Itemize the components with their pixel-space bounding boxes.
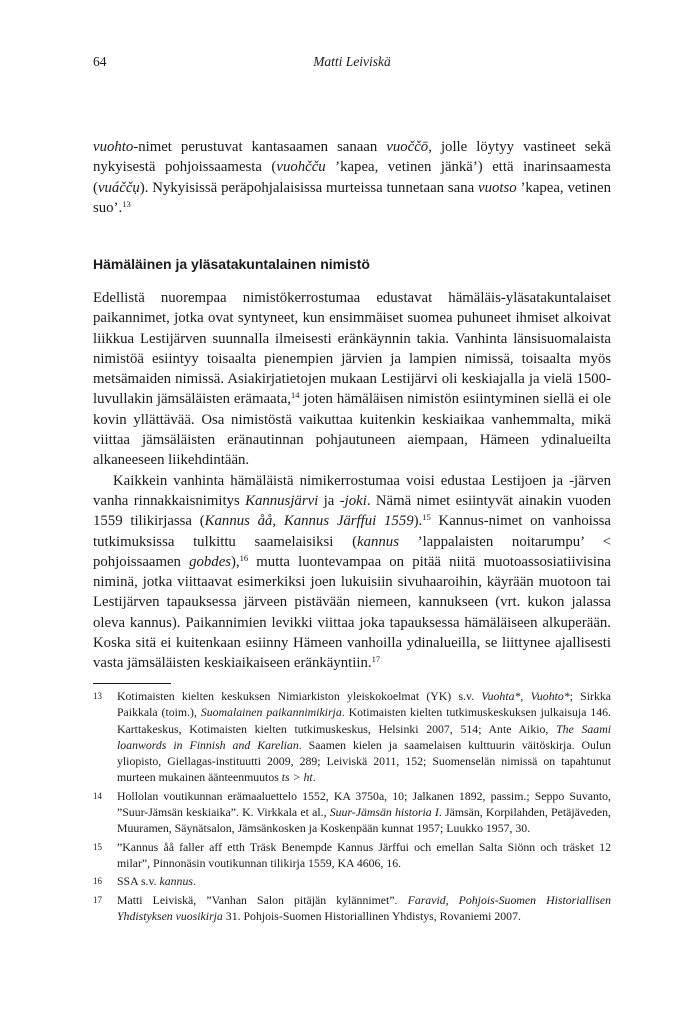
footnote-text: SSA s.v. kannus. (117, 874, 196, 889)
footnote-ref-17[interactable]: 17 (371, 654, 381, 665)
running-title: Matti Leiviskä (313, 54, 391, 69)
footnote-ref-14[interactable]: 14 (290, 390, 300, 401)
footnote-number: 13 (93, 691, 102, 701)
footnote-14 (93, 788, 611, 837)
page-number: 64 (93, 54, 107, 69)
footnote-number: 14 (93, 790, 102, 801)
paragraph-nimistokerrostuma: Edellistä nuorempaa nimistökerrostumaa edustavat hämäläis-yläsatakuntalaiset paikannimet, jotka ovat syntyneet, kun ensimmäiset suomea puhuneet ihmiset alkoivat liikkua Lestijärven suunnalla ilmeisesti eränkäynnin takia. Vanhinta länsisuomalaista nimistöä esiintyy toisaalta pienempien järvien ja lampien nimissä, toisaalta myös metsämaiden nimissä. Asiakirjatietojen mukaan Lestijärvi oli keskiajalla ja vielä 1500-luvullakin jämsäläisten erämaata,$^{14}$ joten hämäläisen nimistön esiintyminen siellä ei ole kovin yllättävää. Osa nimistöstä vaikuttaa kuitenkin keskiaikaa vanhemmalta, mikä viittaa jämsäläisten eränautinnan pohjautuneen aiempaan, Hämeen ydinalueilta alkaneeseen liikehdintään. (93, 290, 611, 469)
footnote-ref-16[interactable]: 16 (239, 552, 249, 563)
footnote-16 (93, 873, 611, 889)
paragraph-kannusjarvi: Kaikkein vanhinta hämäläistä nimikerrostumaa voisi edustaa Lestijoen ja -järven vanha rinnakkaisnimitys Kannusjärvi ja -joki. Nämä nimet esiintyvät ainakin vuoden 1559 tilikirjassa (Kannus åå, Kannus Järffui 1559).$^{15}$ Kannus-nimet on vanhoissa tutkimuksissa tulkittu saamelaisiksi (kannus ’lappalaisten noitarumpu’ < pohjoissaamen gobdes),$^{16}$ mutta luontevampaa on pitää niitä muotoassosiatiivisina niminä, jotka viittaavat esimerkiksi joen lukuisiin sivuhaaroihin, käyrään muotoon tai Lestijärven tapauksessa järveen pistävään niemeen, kannukseen (vrt. kukon jalassa oleva kannus). Paikannimien levikki viittaa joka tapauksessa hämäläiseen alkuperään. Koska sitä ei kuitenkaan esiinny Hämeen vanhoilla ydinalueilla, se liittynee ajallisesti vasta jämsäläisten keskiaikaiseen eränkäyntiin.$^{17}$ (93, 472, 612, 672)
footnote-number: 15 (93, 841, 102, 852)
footnote-divider (93, 683, 171, 684)
footnote-ref-13[interactable]: 13 (122, 198, 131, 209)
footnote-15 (93, 839, 611, 872)
footnote-ref-15[interactable]: 15 (422, 512, 431, 523)
footnote-13 (93, 688, 611, 786)
footnote-17 (93, 892, 611, 925)
footnote-text: Hollolan voutikunnan erämaaluettelo 1552, KA 3750a, 10; Jalkanen 1892, passim.; Seppo Suvanto, ”Suur-Jämsän keskiaika”. K. Virkkala et al., Suur-Jämsän historia I. Jämsän, Korpilahden, Petäjäveden, Muuramen, Säynätsalon, Jämsänkosken ja Koskenpään kunnat 1957; Luukko 1957, 30. (117, 788, 612, 836)
paragraph-vuohto: vuohto-nimet perustuvat kantasaamen sanaan vuoččō, jolle löytyy vastineet sekä nykyisestä pohjoissaamesta (vuohčču ’kapea, vetinen jänkä’) että inarinsaamesta (vuáččụ). Nykyisissä peräpohjalaisissa murteissa tunnetaan sana vuotso ’kapea, vetinen suo’.$^{13}$ (93, 139, 612, 216)
footnote-number: 16 (93, 876, 102, 887)
footnote-number: 17 (93, 894, 102, 905)
footnote-text: ”Kannus åå faller aff etth Träsk Benempde Kannus Järffui och emellan Salta Siönn och träsket 12 milar”, Pinnonäsin voutikunnan tilikirja 1559, KA 4606, 16. (117, 839, 611, 870)
footnotes (93, 688, 611, 926)
section-heading: Hämäläinen ja yläsatakuntalainen nimistö (93, 256, 370, 272)
section-body (93, 288, 611, 674)
footnote-text: Matti Leiviskä, ”Vanhan Salon pitäjän kylännimet”. Faravid, Pohjois-Suomen Historiallisen Yhdistyksen vuosikirja 31. Pohjois-Suomen Historiallinen Yhdistys, Rovaniemi 2007. (117, 892, 611, 923)
footnote-text: Kotimaisten kielten keskuksen Nimiarkiston yleiskokoelmat (YK) s.v. Vuohta*, Vuohto*; Sirkka Paikkala (toim.), Suomalainen paikannimikirja. Kotimaisten kielten tutkimuskeskuksen julkaisuja 146. Karttakeskus, Kotimaisten kielten tutkimuskeskus, Helsinki 2007, 514; Ante Aikio, The Saami loanwords in Finnish and Karelian. Saamen kielen ja saamelaisen kulttuurin väitöskirja. Oulun yliopisto, Giellagas-instituutti 2009, 289; Leiviskä 2011, 152; Suomenselän nimissä on tapahtunut murteen mukainen äänteenmuutos ts > ht. (117, 689, 612, 785)
